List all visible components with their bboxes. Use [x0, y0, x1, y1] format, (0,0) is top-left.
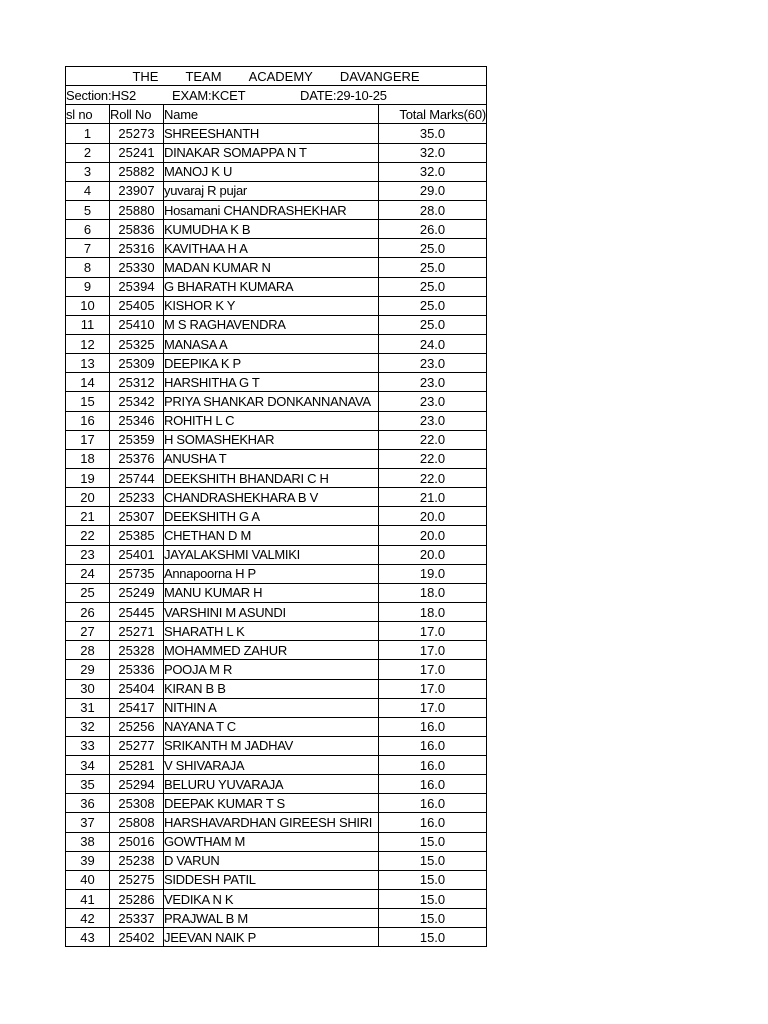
student-name-cell: H SOMASHEKHAR [164, 430, 379, 449]
student-name-cell: yuvaraj R pujar [164, 181, 379, 200]
student-name-cell: MOHAMMED ZAHUR [164, 641, 379, 660]
roll-no-cell: 25880 [110, 200, 164, 219]
student-name-cell: MANU KUMAR H [164, 583, 379, 602]
total-marks-cell: 15.0 [379, 832, 487, 851]
sl-no-cell: 9 [66, 277, 110, 296]
student-name-cell: HARSHAVARDHAN GIREESH SHIRI [164, 813, 379, 832]
table-row [66, 124, 487, 143]
student-name-cell: DEEPAK KUMAR T S [164, 794, 379, 813]
roll-no-cell: 25281 [110, 756, 164, 775]
column-header-total-marks: Total Marks(60) [379, 105, 487, 124]
total-marks-cell: 18.0 [379, 602, 487, 621]
table-row [66, 526, 487, 545]
student-name-cell: POOJA M R [164, 660, 379, 679]
roll-no-cell: 25308 [110, 794, 164, 813]
total-marks-cell: 19.0 [379, 564, 487, 583]
total-marks-cell: 17.0 [379, 679, 487, 698]
title-word: TEAM [185, 68, 222, 84]
date-label: DATE:29-10-25 [300, 87, 387, 103]
student-name-cell: DEEPIKA K P [164, 354, 379, 373]
total-marks-cell: 22.0 [379, 449, 487, 468]
total-marks-cell: 16.0 [379, 775, 487, 794]
student-name-cell: PRAJWAL B M [164, 909, 379, 928]
sl-no-cell: 14 [66, 373, 110, 392]
sl-no-cell: 34 [66, 756, 110, 775]
sl-no-cell: 22 [66, 526, 110, 545]
column-header-row [66, 105, 487, 124]
title-word: THE [132, 68, 159, 84]
total-marks-cell: 23.0 [379, 373, 487, 392]
sl-no-cell: 32 [66, 717, 110, 736]
table-row [66, 679, 487, 698]
title-word: ACADEMY [248, 68, 313, 84]
sl-no-cell: 36 [66, 794, 110, 813]
table-row [66, 334, 487, 353]
roll-no-cell: 25273 [110, 124, 164, 143]
table-row [66, 928, 487, 947]
sl-no-cell: 18 [66, 449, 110, 468]
total-marks-cell: 16.0 [379, 717, 487, 736]
roll-no-cell: 25330 [110, 258, 164, 277]
student-name-cell: G BHARATH KUMARA [164, 277, 379, 296]
table-row [66, 468, 487, 487]
table-row [66, 143, 487, 162]
roll-no-cell: 25256 [110, 717, 164, 736]
roll-no-cell: 25405 [110, 296, 164, 315]
student-name-cell: DEEKSHITH G A [164, 507, 379, 526]
table-row [66, 602, 487, 621]
table-row [66, 622, 487, 641]
total-marks-cell: 23.0 [379, 411, 487, 430]
table-row [66, 717, 487, 736]
total-marks-cell: 25.0 [379, 239, 487, 258]
total-marks-cell: 28.0 [379, 200, 487, 219]
roll-no-cell: 25307 [110, 507, 164, 526]
student-name-cell: JEEVAN NAIK P [164, 928, 379, 947]
table-row [66, 411, 487, 430]
sl-no-cell: 33 [66, 736, 110, 755]
table-row [66, 181, 487, 200]
roll-no-cell: 25249 [110, 583, 164, 602]
sl-no-cell: 35 [66, 775, 110, 794]
roll-no-cell: 25401 [110, 545, 164, 564]
total-marks-cell: 17.0 [379, 660, 487, 679]
roll-no-cell: 25233 [110, 488, 164, 507]
table-row [66, 392, 487, 411]
sl-no-cell: 40 [66, 870, 110, 889]
table-row [66, 813, 487, 832]
table-row [66, 698, 487, 717]
total-marks-cell: 25.0 [379, 315, 487, 334]
student-name-cell: SHARATH L K [164, 622, 379, 641]
student-name-cell: DEEKSHITH BHANDARI C H [164, 468, 379, 487]
student-name-cell: Hosamani CHANDRASHEKHAR [164, 200, 379, 219]
roll-no-cell: 25294 [110, 775, 164, 794]
table-row [66, 373, 487, 392]
sl-no-cell: 37 [66, 813, 110, 832]
table-row [66, 315, 487, 334]
student-name-cell: D VARUN [164, 851, 379, 870]
sl-no-cell: 2 [66, 143, 110, 162]
total-marks-cell: 35.0 [379, 124, 487, 143]
total-marks-cell: 29.0 [379, 181, 487, 200]
roll-no-cell: 25882 [110, 162, 164, 181]
total-marks-cell: 15.0 [379, 928, 487, 947]
sl-no-cell: 7 [66, 239, 110, 258]
column-header-roll-no: Roll No [110, 105, 164, 124]
results-table [65, 66, 487, 947]
table-row [66, 832, 487, 851]
roll-no-cell: 25744 [110, 468, 164, 487]
total-marks-cell: 23.0 [379, 392, 487, 411]
sl-no-cell: 20 [66, 488, 110, 507]
roll-no-cell: 25404 [110, 679, 164, 698]
student-name-cell: NAYANA T C [164, 717, 379, 736]
table-row [66, 220, 487, 239]
student-name-cell: CHANDRASHEKHARA B V [164, 488, 379, 507]
total-marks-cell: 17.0 [379, 641, 487, 660]
student-name-cell: KIRAN B B [164, 679, 379, 698]
roll-no-cell: 23907 [110, 181, 164, 200]
student-name-cell: ANUSHA T [164, 449, 379, 468]
table-row [66, 277, 487, 296]
roll-no-cell: 25337 [110, 909, 164, 928]
student-name-cell: KISHOR K Y [164, 296, 379, 315]
roll-no-cell: 25735 [110, 564, 164, 583]
total-marks-cell: 16.0 [379, 813, 487, 832]
student-name-cell: V SHIVARAJA [164, 756, 379, 775]
total-marks-cell: 15.0 [379, 909, 487, 928]
sl-no-cell: 10 [66, 296, 110, 315]
roll-no-cell: 25275 [110, 870, 164, 889]
roll-no-cell: 25286 [110, 890, 164, 909]
total-marks-cell: 32.0 [379, 143, 487, 162]
table-row [66, 775, 487, 794]
column-header-sl-no: sl no [66, 105, 110, 124]
table-row [66, 488, 487, 507]
table-row [66, 507, 487, 526]
student-name-cell: DINAKAR SOMAPPA N T [164, 143, 379, 162]
results-sheet [65, 66, 486, 947]
student-name-cell: ROHITH L C [164, 411, 379, 430]
roll-no-cell: 25402 [110, 928, 164, 947]
table-row [66, 660, 487, 679]
roll-no-cell: 25277 [110, 736, 164, 755]
roll-no-cell: 25417 [110, 698, 164, 717]
total-marks-cell: 22.0 [379, 468, 487, 487]
section-label: Section:HS2 [66, 87, 137, 103]
sl-no-cell: 28 [66, 641, 110, 660]
roll-no-cell: 25336 [110, 660, 164, 679]
total-marks-cell: 25.0 [379, 277, 487, 296]
total-marks-cell: 20.0 [379, 507, 487, 526]
roll-no-cell: 25376 [110, 449, 164, 468]
table-row [66, 354, 487, 373]
student-name-cell: BELURU YUVARAJA [164, 775, 379, 794]
total-marks-cell: 16.0 [379, 794, 487, 813]
student-name-cell: PRIYA SHANKAR DONKANNANAVA [164, 392, 379, 411]
sl-no-cell: 8 [66, 258, 110, 277]
table-row [66, 909, 487, 928]
roll-no-cell: 25385 [110, 526, 164, 545]
sl-no-cell: 5 [66, 200, 110, 219]
total-marks-cell: 17.0 [379, 622, 487, 641]
table-row [66, 430, 487, 449]
sl-no-cell: 31 [66, 698, 110, 717]
total-marks-cell: 25.0 [379, 296, 487, 315]
sl-no-cell: 12 [66, 334, 110, 353]
table-row [66, 583, 487, 602]
total-marks-cell: 26.0 [379, 220, 487, 239]
table-row [66, 890, 487, 909]
roll-no-cell: 25328 [110, 641, 164, 660]
table-row [66, 162, 487, 181]
total-marks-cell: 25.0 [379, 258, 487, 277]
student-name-cell: VEDIKA N K [164, 890, 379, 909]
table-row [66, 239, 487, 258]
sl-no-cell: 3 [66, 162, 110, 181]
column-header-name: Name [164, 105, 379, 124]
student-name-cell: JAYALAKSHMI VALMIKI [164, 545, 379, 564]
table-row [66, 449, 487, 468]
sl-no-cell: 39 [66, 851, 110, 870]
sl-no-cell: 19 [66, 468, 110, 487]
sl-no-cell: 16 [66, 411, 110, 430]
roll-no-cell: 25394 [110, 277, 164, 296]
table-row [66, 200, 487, 219]
roll-no-cell: 25271 [110, 622, 164, 641]
table-row [66, 258, 487, 277]
total-marks-cell: 32.0 [379, 162, 487, 181]
student-name-cell: SIDDESH PATIL [164, 870, 379, 889]
table-row [66, 870, 487, 889]
table-row [66, 545, 487, 564]
roll-no-cell: 25359 [110, 430, 164, 449]
student-name-cell: M S RAGHAVENDRA [164, 315, 379, 334]
student-name-cell: KAVITHAA H A [164, 239, 379, 258]
student-name-cell: VARSHINI M ASUNDI [164, 602, 379, 621]
roll-no-cell: 25325 [110, 334, 164, 353]
sl-no-cell: 17 [66, 430, 110, 449]
total-marks-cell: 20.0 [379, 545, 487, 564]
sl-no-cell: 4 [66, 181, 110, 200]
table-row [66, 756, 487, 775]
sl-no-cell: 41 [66, 890, 110, 909]
total-marks-cell: 21.0 [379, 488, 487, 507]
title-word: DAVANGERE [339, 68, 420, 84]
table-row [66, 296, 487, 315]
student-name-cell: MANASA A [164, 334, 379, 353]
roll-no-cell: 25312 [110, 373, 164, 392]
roll-no-cell: 25241 [110, 143, 164, 162]
total-marks-cell: 16.0 [379, 756, 487, 775]
sl-no-cell: 38 [66, 832, 110, 851]
total-marks-cell: 15.0 [379, 870, 487, 889]
student-name-cell: KUMUDHA K B [164, 220, 379, 239]
roll-no-cell: 25410 [110, 315, 164, 334]
student-name-cell: MANOJ K U [164, 162, 379, 181]
student-name-cell: SRIKANTH M JADHAV [164, 736, 379, 755]
student-name-cell: Annapoorna H P [164, 564, 379, 583]
total-marks-cell: 17.0 [379, 698, 487, 717]
sl-no-cell: 29 [66, 660, 110, 679]
roll-no-cell: 25836 [110, 220, 164, 239]
student-name-cell: GOWTHAM M [164, 832, 379, 851]
table-row [66, 851, 487, 870]
sl-no-cell: 21 [66, 507, 110, 526]
meta-row [66, 86, 487, 105]
sl-no-cell: 1 [66, 124, 110, 143]
sl-no-cell: 27 [66, 622, 110, 641]
sl-no-cell: 42 [66, 909, 110, 928]
roll-no-cell: 25342 [110, 392, 164, 411]
student-name-cell: SHREESHANTH [164, 124, 379, 143]
total-marks-cell: 15.0 [379, 851, 487, 870]
sl-no-cell: 23 [66, 545, 110, 564]
table-row [66, 641, 487, 660]
sl-no-cell: 26 [66, 602, 110, 621]
sl-no-cell: 25 [66, 583, 110, 602]
roll-no-cell: 25316 [110, 239, 164, 258]
sl-no-cell: 13 [66, 354, 110, 373]
total-marks-cell: 15.0 [379, 890, 487, 909]
roll-no-cell: 25445 [110, 602, 164, 621]
academy-title [66, 67, 487, 86]
total-marks-cell: 22.0 [379, 430, 487, 449]
total-marks-cell: 23.0 [379, 354, 487, 373]
student-name-cell: CHETHAN D M [164, 526, 379, 545]
sl-no-cell: 6 [66, 220, 110, 239]
student-name-cell: NITHIN A [164, 698, 379, 717]
sl-no-cell: 24 [66, 564, 110, 583]
title-row [66, 67, 487, 86]
roll-no-cell: 25238 [110, 851, 164, 870]
sl-no-cell: 30 [66, 679, 110, 698]
table-row [66, 794, 487, 813]
sl-no-cell: 43 [66, 928, 110, 947]
sl-no-cell: 11 [66, 315, 110, 334]
total-marks-cell: 16.0 [379, 736, 487, 755]
exam-meta [66, 86, 487, 105]
exam-label: EXAM:KCET [172, 87, 246, 103]
sl-no-cell: 15 [66, 392, 110, 411]
roll-no-cell: 25808 [110, 813, 164, 832]
roll-no-cell: 25346 [110, 411, 164, 430]
roll-no-cell: 25016 [110, 832, 164, 851]
table-row [66, 564, 487, 583]
total-marks-cell: 20.0 [379, 526, 487, 545]
total-marks-cell: 18.0 [379, 583, 487, 602]
roll-no-cell: 25309 [110, 354, 164, 373]
student-name-cell: HARSHITHA G T [164, 373, 379, 392]
total-marks-cell: 24.0 [379, 334, 487, 353]
table-row [66, 736, 487, 755]
student-name-cell: MADAN KUMAR N [164, 258, 379, 277]
